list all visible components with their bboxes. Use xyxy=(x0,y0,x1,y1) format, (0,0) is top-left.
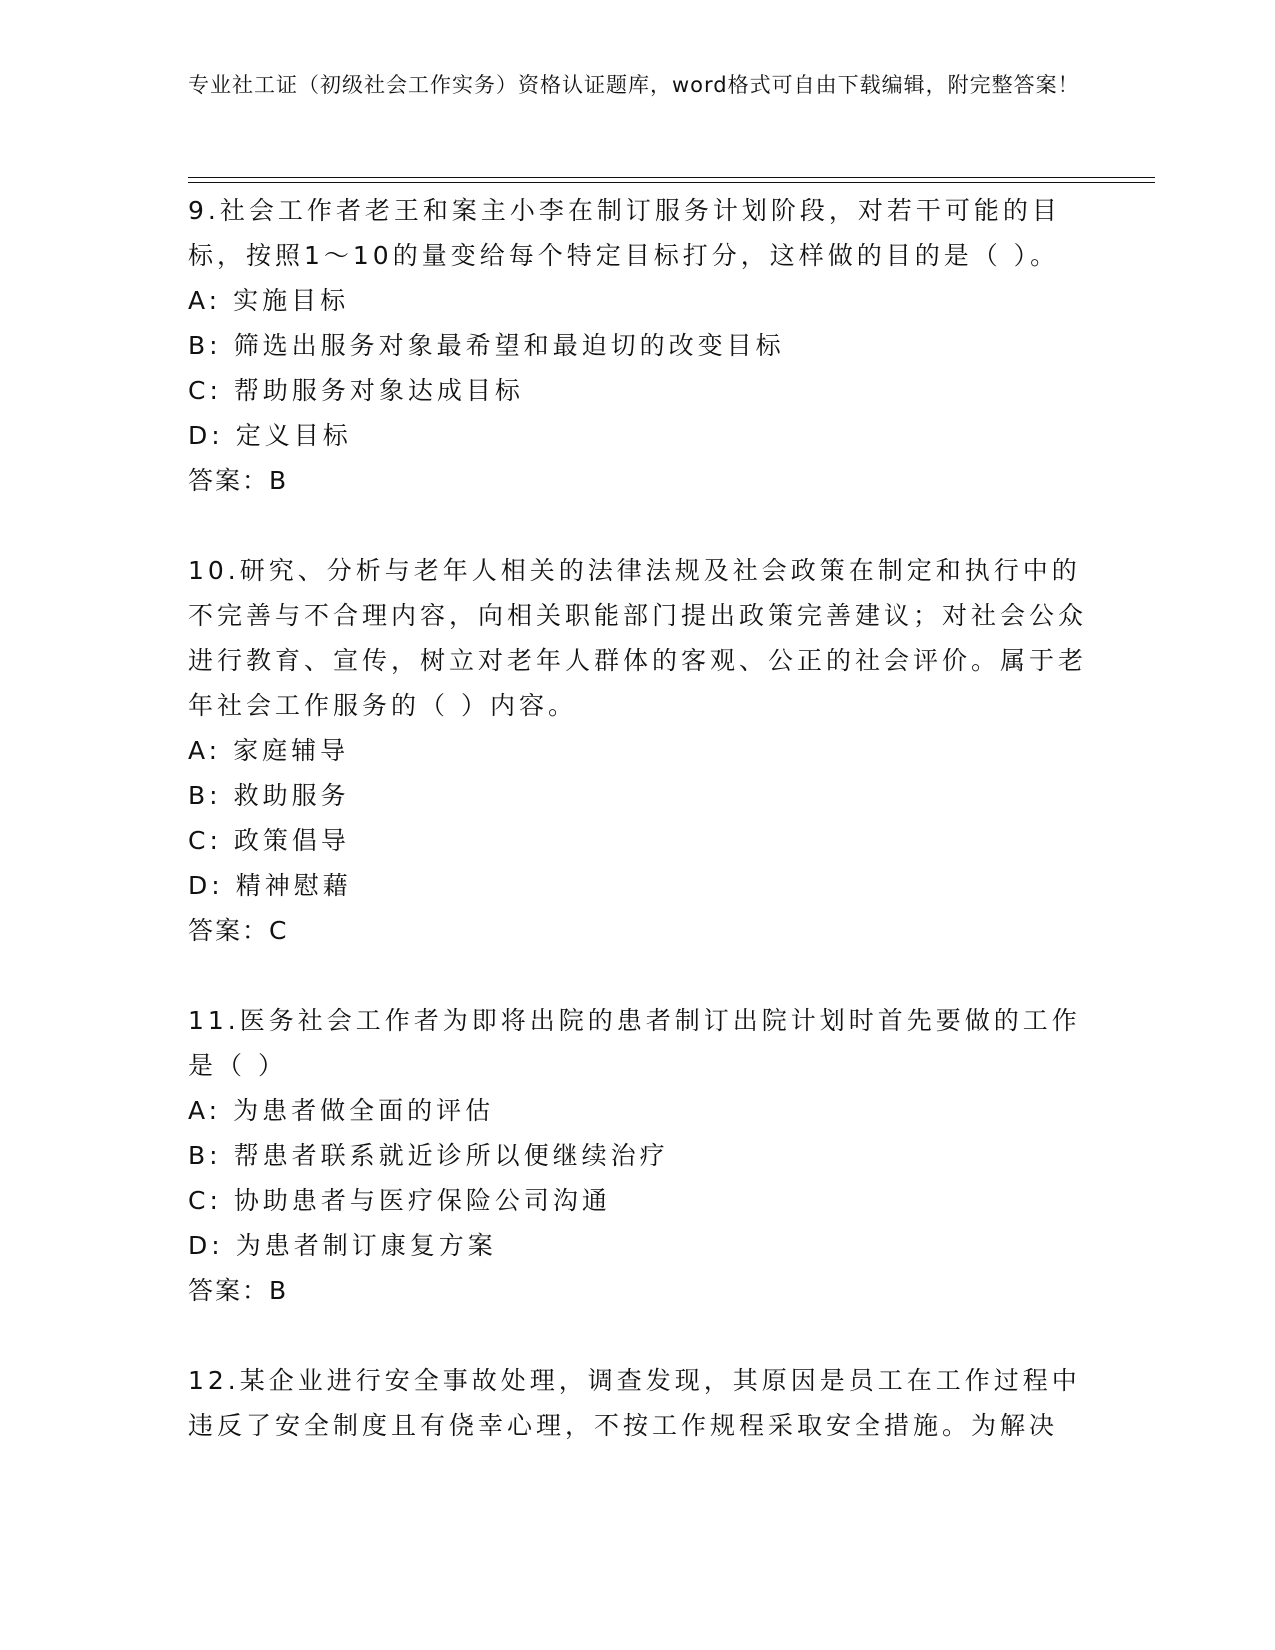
question-stem: 12.某企业进行安全事故处理，调查发现，其原因是员工在工作过程中违反了安全制度且有侥幸心理，不按工作规程采取安全措施。为解决 xyxy=(188,1366,1081,1440)
option-c xyxy=(188,1178,1088,1223)
question-10 xyxy=(188,548,1088,953)
option-c xyxy=(188,368,1088,413)
option-key: B: xyxy=(188,781,222,810)
option-text: 帮助服务对象达成目标 xyxy=(233,376,524,405)
option-key: C: xyxy=(188,376,222,405)
option-text: 筛选出服务对象最希望和最迫切的改变目标 xyxy=(233,331,785,360)
option-key: A: xyxy=(188,286,222,315)
option-key: D: xyxy=(188,1231,224,1260)
option-text: 实施目标 xyxy=(233,286,350,315)
question-stem: 10.研究、分析与老年人相关的法律法规及社会政策在制定和执行中的不完善与不合理内容，向相关职能部门提出政策完善建议；对社会公众进行教育、宣传，树立对老年人群体的客观、公正的社会评价。属于老年社会工作服务的（ ）内容。 xyxy=(188,556,1088,720)
option-d xyxy=(188,413,1088,458)
option-text: 帮患者联系就近诊所以便继续治疗 xyxy=(233,1141,669,1170)
document-header: 专业社工证（初级社会工作实务）资格认证题库，word格式可自由下载编辑，附完整答案！ xyxy=(188,73,1080,97)
option-key: D: xyxy=(188,421,224,450)
header-divider-top xyxy=(188,177,1155,178)
option-d xyxy=(188,1223,1088,1268)
option-d xyxy=(188,863,1088,908)
option-b xyxy=(188,323,1088,368)
answer-line: 答案：B xyxy=(188,466,289,495)
option-b xyxy=(188,773,1088,818)
option-b xyxy=(188,1133,1088,1178)
question-stem: 11.医务社会工作者为即将出院的患者制订出院计划时首先要做的工作是（ ） xyxy=(188,1006,1081,1080)
question-12 xyxy=(188,1358,1088,1448)
option-c xyxy=(188,818,1088,863)
option-key: B: xyxy=(188,1141,222,1170)
option-text: 为患者做全面的评估 xyxy=(233,1096,495,1125)
option-a xyxy=(188,278,1088,323)
question-9 xyxy=(188,188,1088,503)
option-text: 协助患者与医疗保险公司沟通 xyxy=(233,1186,611,1215)
option-text: 精神慰藉 xyxy=(235,871,352,900)
option-text: 为患者制订康复方案 xyxy=(235,1231,497,1260)
option-key: D: xyxy=(188,871,224,900)
option-key: C: xyxy=(188,1186,222,1215)
option-key: A: xyxy=(188,1096,222,1125)
option-key: C: xyxy=(188,826,222,855)
answer-line: 答案：C xyxy=(188,916,289,945)
option-text: 政策倡导 xyxy=(233,826,350,855)
header-divider-bottom xyxy=(188,182,1155,183)
option-text: 定义目标 xyxy=(235,421,352,450)
option-key: B: xyxy=(188,331,222,360)
answer-line: 答案：B xyxy=(188,1276,289,1305)
question-11 xyxy=(188,998,1088,1313)
question-list xyxy=(188,188,1088,1493)
option-a xyxy=(188,728,1088,773)
option-text: 家庭辅导 xyxy=(233,736,350,765)
option-key: A: xyxy=(188,736,222,765)
question-stem: 9.社会工作者老王和案主小李在制订服务计划阶段，对若干可能的目标，按照1～10的量变给每个特定目标打分，这样做的目的是（ ）。 xyxy=(188,196,1061,270)
option-text: 救助服务 xyxy=(233,781,350,810)
option-a xyxy=(188,1088,1088,1133)
